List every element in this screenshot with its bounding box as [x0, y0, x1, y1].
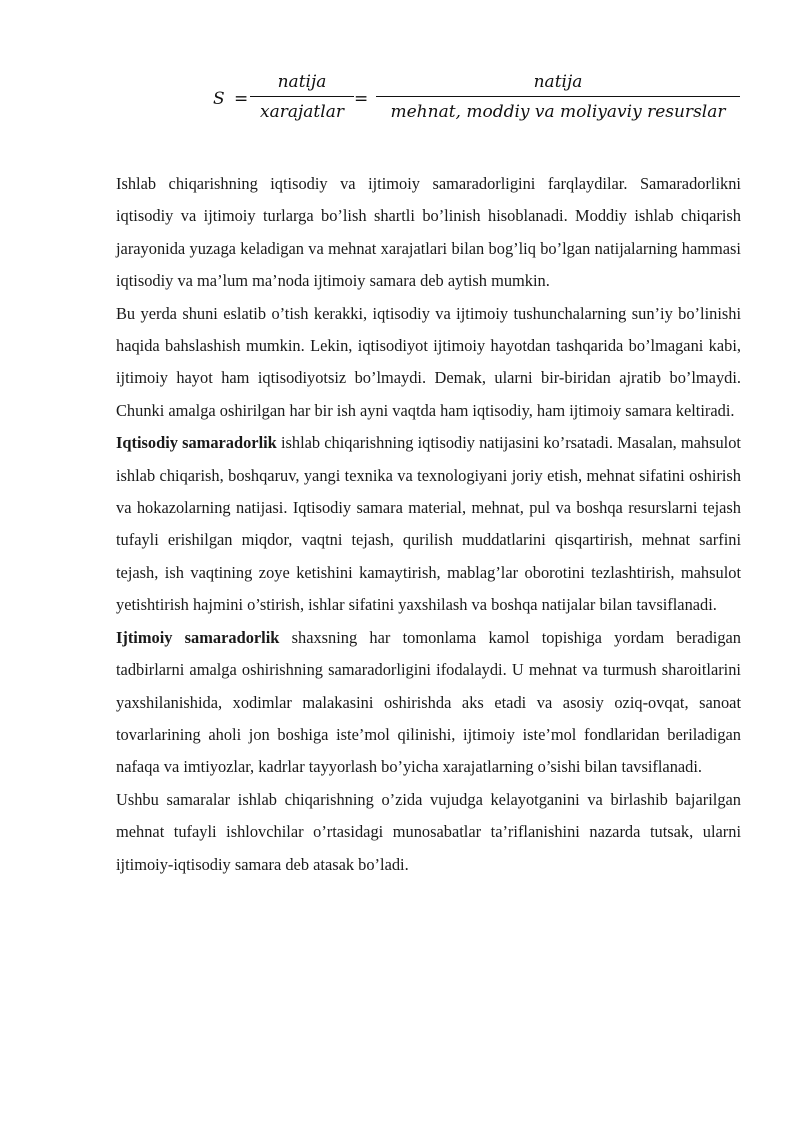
fraction-1-numerator: natija: [277, 72, 327, 92]
paragraph-1: [116, 168, 741, 298]
paragraph-2: [116, 298, 741, 428]
formula-equals-1: =: [234, 89, 249, 109]
paragraph-5: [116, 784, 741, 881]
fraction-2-denominator: mehnat, moddiy va moliyaviy resurslar: [390, 102, 726, 122]
efficiency-formula: [116, 70, 741, 134]
paragraph-4: [116, 622, 741, 784]
document-page: [116, 70, 741, 881]
paragraph-text: shaxsning har tomonlama kamol topishiga yordam beradigan tadbirlarni amalga oshirishning samaradorligini ifodalaydi. U mehnat va turmush sharoitlarini yaxshilanishida, xodimlar malakasini oshirishda aks etadi va asosiy oziq-ovqat, sanoat tovarlarining aholi jon boshiga iste’mol qilinishi, ijtimoiy iste’mol fondlaridan beriladigan nafaqa va imtiyozlar, kadrlar tayyorlash bo’yicha xarajatlarning o’sishi bilan tavsiflanadi.: [116, 627, 742, 777]
term-iqtisodiy-samaradorlik: Iqtisodiy samaradorlik: [116, 433, 277, 453]
fraction-2-numerator: natija: [533, 72, 583, 92]
term-ijtimoiy-samaradorlik: Ijtimoiy samaradorlik: [116, 627, 280, 647]
formula-equals-2: =: [354, 89, 369, 109]
fraction-2-bar: [376, 96, 740, 97]
fraction-1-denominator: xarajatlar: [260, 102, 344, 122]
formula-fraction-2: [376, 70, 740, 124]
fraction-1-bar: [250, 96, 354, 97]
formula-fraction-1: [250, 70, 354, 124]
paragraph-3: [116, 427, 741, 621]
paragraph-text: Ishlab chiqarishning iqtisodiy va ijtimoiy samaradorligini farqlaydilar. Samaradorlikni iqtisodiy va ijtimoiy turlarga bo’lish shartli bo’linish hisoblanadi. Moddiy ishlab chiqarish jarayonida yuzaga keladigan va mehnat xarajatlari bilan bog’liq bo’lgan natijalarning hammasi iqtisodiy va ma’lum ma’noda ijtimoiy samara deb aytish mumkin.: [116, 174, 741, 291]
formula-lhs: S: [213, 89, 225, 109]
body-text: [116, 168, 741, 881]
paragraph-text: ishlab chiqarishning iqtisodiy natijasini ko’rsatadi. Masalan, mahsulot ishlab chiqarish, boshqaruv, yangi texnika va texnologiyani joriy etish, mehnat sifatini oshirish va hokazolarning natijasi. Iqtisodiy samara material, mehnat, pul va boshqa resurslarni tejash tufayli erishilgan miqdor, vaqtni tejash, qurilish muddatlarini qisqartirish, mehnat sarfini tejash, ish vaqtining zoye ketishini kamaytirish, mablag’lar oborotini tezlashtirish, mahsulot yetishtirish hajmini o’stirish, ishlar sifatini yaxshilash va boshqa natijalar bilan tavsiflanadi.: [116, 433, 741, 615]
paragraph-text: Ushbu samaralar ishlab chiqarishning o’zida vujudga kelayotganini va birlashib bajarilgan mehnat tufayli ishlovchilar o’rtasidagi munosabatlar ta’riflanishini nazarda tutsak, ularni ijtimoiy-iqtisodiy samara deb atasak bo’ladi.: [116, 789, 741, 874]
paragraph-text: Bu yerda shuni eslatib o’tish kerakki, iqtisodiy va ijtimoiy tushunchalarning sun’iy bo’linishi haqida bahslashish mumkin. Lekin, iqtisodiyot ijtimoiy hayotdan tashqarida bo’lmagani kabi, ijtimoiy hayot ham iqtisodiyotsiz bo’lmaydi. Demak, ularni bir-biridan ajratib bo’lmaydi. Chunki amalga oshirilgan har bir ish ayni vaqtda ham iqtisodiy, ham ijtimoiy samara keltiradi.: [116, 303, 741, 420]
